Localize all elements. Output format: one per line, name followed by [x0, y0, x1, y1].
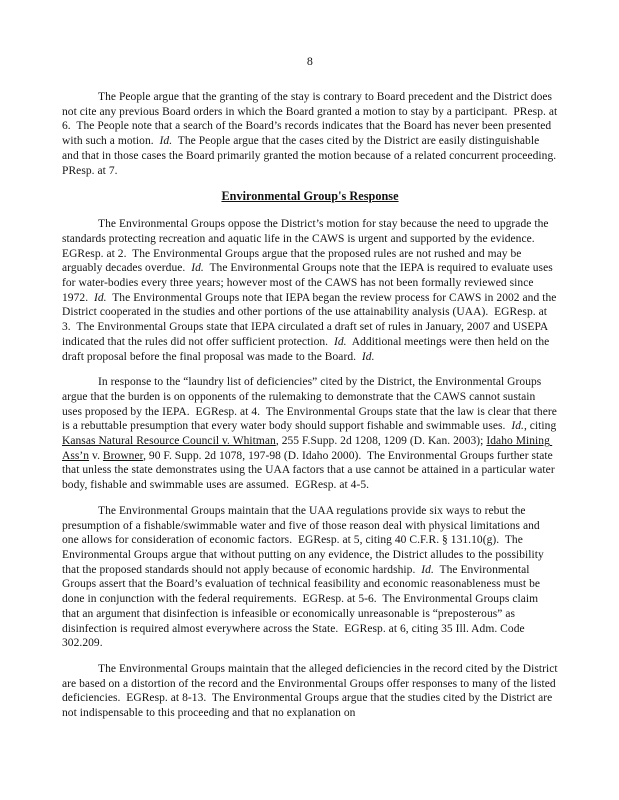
- case-citation-text-run: Browner: [102, 449, 144, 462]
- paragraph: [62, 662, 561, 721]
- italic-text-run: Id.: [361, 350, 375, 363]
- text-run: The People argue that the cases cited by the District are easily distinguishable and that in those cases the Board primarily granted the motion because of a related concurrent proceeding. PResp. at 7.: [62, 135, 563, 177]
- paragraph: [62, 217, 558, 364]
- italic-text-run: Id.: [333, 335, 347, 348]
- italic-text-run: Id.: [421, 563, 434, 576]
- text-run: The Environmental Groups note that the IEPA is required to evaluate uses for water-bodies every three years; however most of the CAWS has not been formally reviewed since 1972.: [62, 262, 556, 304]
- text-run: The Environmental Groups maintain that the alleged deficiencies in the record cited by the District are based on a distortion of the record and the Environmental Groups offer responses to many of the listed deficiencies. EGResp. at 8-13. The Environmental Groups argue that the studies cited by the District are not indispensable to this proceeding and that no explanation on: [62, 662, 561, 720]
- text-run: , citing: [523, 420, 560, 433]
- text-run: , 255 F.Supp. 2d 1208, 1209 (D. Kan. 2003);: [275, 435, 487, 448]
- text-run: In response to the “laundry list of deficiencies” cited by the District, the Environmental Groups argue that the burden is on opponents of the rulemaking to demonstrate that the CAWS cannot sustain uses proposed by the IEPA. EGResp. at 4. The Environmental Groups state that the law is clear that there is a rebuttable presumption that every water body should support fishable and swimmable uses.: [62, 376, 560, 433]
- text-run: The Environmental Groups assert that the Board’s evaluation of technical feasibility and economic reasonableness must be done in conjunction with the federal requirements. EGResp. at 5-6. The Environmental Groups claim that an argument that disinfection is infeasible or economically unreasonable is “preposterous” as disinfection is required almost everywhere across the State. EGResp. at 6, citing 35 Ill. Adm. Code 302.209.: [62, 563, 543, 650]
- italic-text-run: Id.: [511, 420, 524, 433]
- italic-text-run: Id.: [159, 135, 173, 148]
- section-heading: Environmental Group's Response: [221, 189, 399, 204]
- text-run: The People argue that the granting of the stay is contrary to Board precedent and the District does not cite any previous Board orders in which the Board granted a motion to stay by a participant. PResp. at 6. The People note that a search of the Board’s records indicates that the Board has never been presented with such a motion.: [62, 91, 561, 148]
- paragraph: [62, 90, 563, 178]
- italic-text-run: Id.: [191, 262, 204, 275]
- text-run: The Environmental Groups note that IEPA began the review process for CAWS in 2002 and the District cooperated in the studies and other portions of the use attainability analysis (UAA). EGResp. at 3. The Environmental Groups state that IEPA circulated a draft set of rules in January, 2007 and USEPA indicated that the rules did not offer sufficient protection.: [62, 291, 560, 348]
- paragraph: [62, 504, 558, 651]
- case-citation-text-run: Idaho Mining Ass’n: [62, 435, 553, 462]
- text-run: , 90 F. Supp. 2d 1078, 197-98 (D. Idaho 2000). The Environmental Groups further state that unless the state demonstrates using the UAA factors that a use cannot be attained in a particular water body, fishable and swimmable uses are assumed. EGResp. at 4-5.: [62, 449, 558, 492]
- case-citation-text-run: Kansas Natural Resource Council v. Whitman: [62, 435, 276, 448]
- page-number: 8: [306, 54, 314, 68]
- text-run: The Environmental Groups oppose the District’s motion for stay because the need to upgrade the standards protecting recreation and aquatic life in the CAWS is urgent and supported by the evidence. EGResp. at 2. The Environmental Groups argue that the proposed rules are not rushed and may be arguably decades overdue.: [62, 218, 552, 275]
- document-body: [62, 90, 563, 721]
- text-run: The Environmental Groups maintain that the UAA regulations provide six ways to rebut the presumption of a fishable/swimmable water and five of those reason deal with physical limitations and one allows for consideration of economic factors. EGResp. at 5, citing 40 C.F.R. § 131.10(g). The Environmental Groups argue that without putting on any evidence, the District alludes to the possibility that the proposed standards should not apply because of economic hardship.: [62, 504, 547, 576]
- paragraph: [62, 375, 558, 493]
- text-run: v.: [89, 449, 103, 462]
- text-run: Additional meetings were then held on the draft proposal before the final proposal was made to the Board.: [62, 335, 553, 363]
- italic-text-run: Id.: [93, 291, 107, 304]
